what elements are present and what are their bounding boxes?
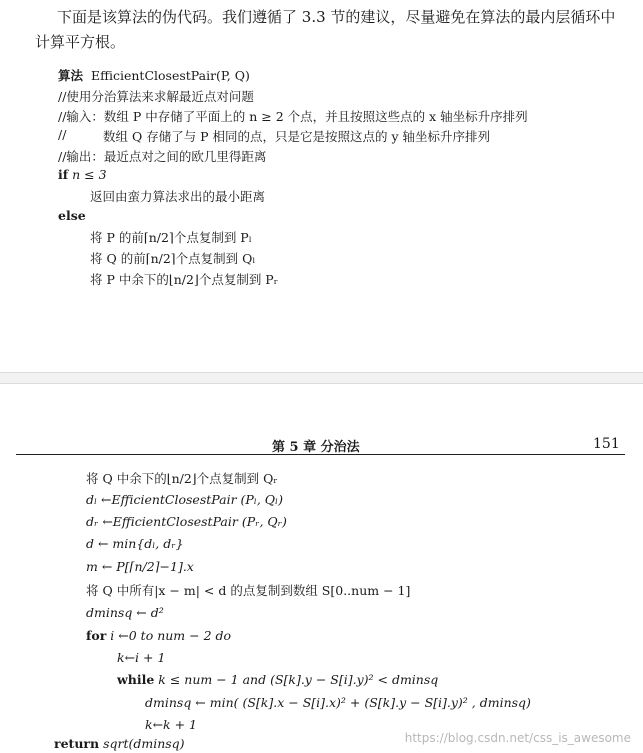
code-line-d-min: d ← min{dₗ, dᵣ} bbox=[86, 536, 184, 551]
comment-slashes: // bbox=[58, 127, 67, 142]
chapter-header: 第 5 章 分治法 bbox=[272, 440, 360, 455]
comment-input: //输入：数组 P 中存储了平面上的 n ≥ 2 个点，并且按照这些点的 x 轴坐标升序排列 bbox=[58, 109, 528, 124]
page-number: 151 bbox=[593, 436, 620, 452]
comment-purpose: //使用分治算法来求解最近点对问题 bbox=[58, 89, 254, 104]
return-keyword: return bbox=[54, 736, 100, 751]
intro-line-2: 计算平方根。 bbox=[35, 33, 126, 51]
for-range: i ←0 to num − 2 do bbox=[110, 628, 232, 643]
else-body-1: 将 P 的前⌈n/2⌉个点复制到 Pₗ bbox=[90, 230, 252, 245]
while-condition: k ≤ num − 1 and (S[k].y − S[i].y)² < dminsq bbox=[158, 672, 439, 687]
header-rule bbox=[16, 454, 625, 455]
while-keyword: while bbox=[117, 672, 155, 687]
k-inc-line: k←k + 1 bbox=[145, 717, 197, 732]
for-line bbox=[86, 628, 231, 643]
comment-input-q: 数组 Q 存储了与 P 相同的点，只是它是按照这点的 y 轴坐标升序排列 bbox=[103, 129, 491, 144]
else-body-3: 将 P 中余下的⌊n/2⌋个点复制到 Pᵣ bbox=[90, 272, 279, 287]
code-line-dr: dᵣ ←EfficientClosestPair (Pᵣ, Qᵣ) bbox=[86, 514, 287, 529]
if-condition: n ≤ 3 bbox=[72, 167, 107, 182]
if-body: 返回由蛮力算法求出的最小距离 bbox=[90, 189, 266, 204]
intro-line-1: 下面是该算法的伪代码。我们遵循了 3.3 节的建议，尽量避免在算法的最内层循环中 bbox=[57, 8, 616, 26]
running-header bbox=[0, 436, 643, 456]
k-init-line: k←i + 1 bbox=[117, 650, 166, 665]
dminsq-update-line: dminsq ← min( (S[k].x − S[i].x)² + (S[k].y − S[i].y)² , dminsq) bbox=[145, 695, 531, 710]
code-line-dl: dₗ ←EfficientClosestPair (Pₗ, Qₗ) bbox=[86, 492, 283, 507]
algorithm-title bbox=[58, 66, 250, 84]
code-line-copy-s: 将 Q 中所有|x − m| < d 的点复制到数组 S[0..num − 1] bbox=[86, 583, 411, 598]
code-line-copy-qr: 将 Q 中余下的⌊n/2⌋个点复制到 Qᵣ bbox=[86, 471, 278, 486]
if-keyword: if bbox=[58, 167, 69, 182]
return-line bbox=[54, 736, 185, 751]
page-separator bbox=[0, 372, 643, 384]
algorithm-keyword: 算法 bbox=[58, 68, 84, 83]
else-keyword: else bbox=[58, 208, 86, 223]
return-expression: sqrt(dminsq) bbox=[103, 736, 185, 751]
else-body-2: 将 Q 的前⌈n/2⌉个点复制到 Qₗ bbox=[90, 251, 256, 266]
bottom-page bbox=[0, 384, 643, 753]
algorithm-signature: EfficientClosestPair(P, Q) bbox=[90, 68, 250, 83]
watermark-url: https://blog.csdn.net/css_is_awesome bbox=[404, 731, 631, 745]
while-line bbox=[117, 672, 438, 687]
comment-output: //输出：最近点对之间的欧几里得距离 bbox=[58, 149, 267, 164]
if-line bbox=[58, 167, 107, 182]
code-line-m: m ← P[⌈n/2⌉−1].x bbox=[86, 559, 194, 574]
code-line-dminsq-init: dminsq ← d² bbox=[86, 605, 164, 620]
top-page bbox=[0, 0, 643, 372]
for-keyword: for bbox=[86, 628, 107, 643]
